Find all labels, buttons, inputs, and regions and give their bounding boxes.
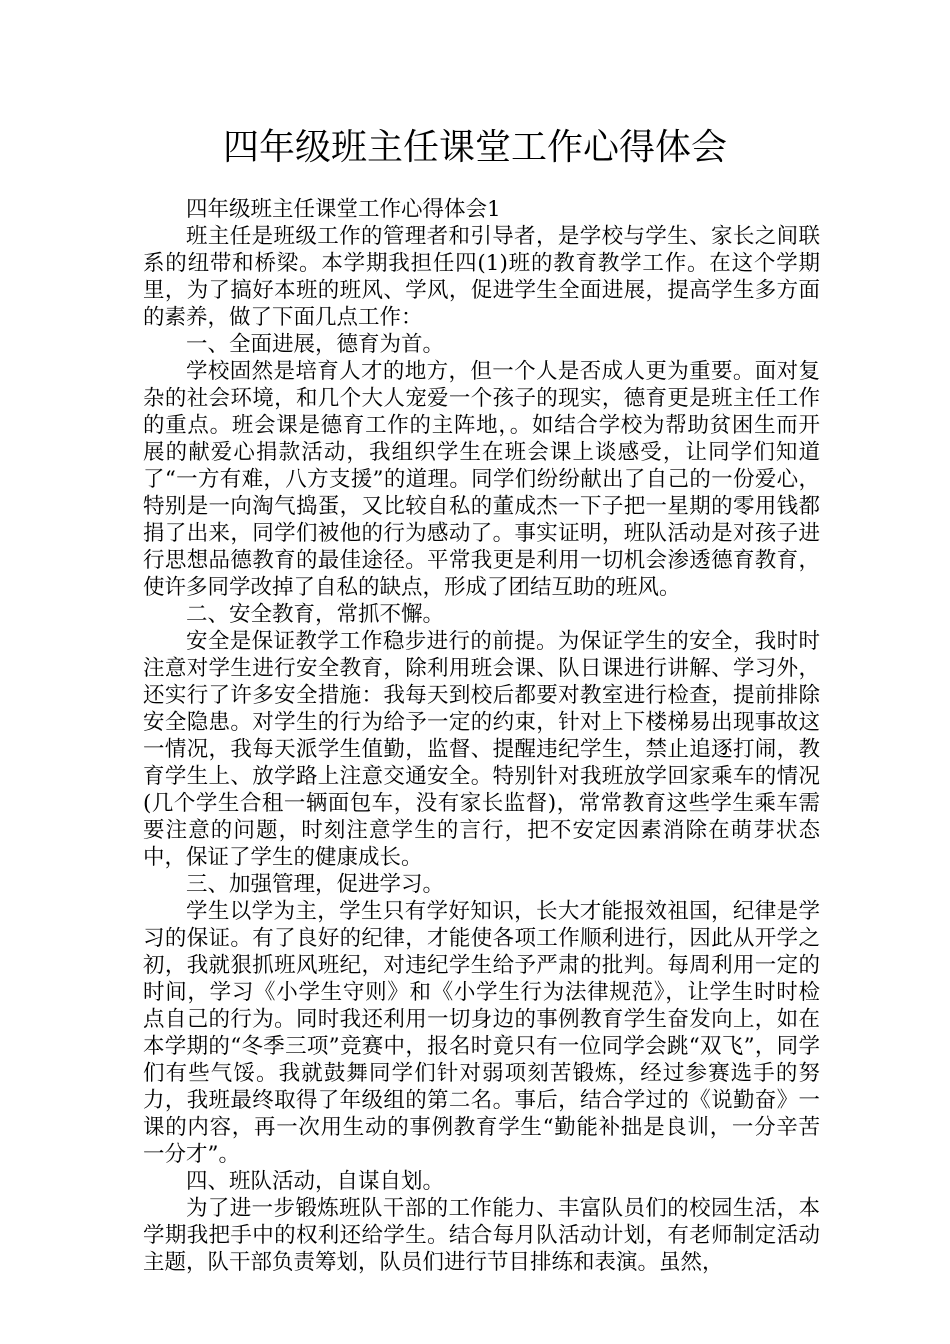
section-heading-1: 一、全面进展，德育为首。 bbox=[186, 332, 445, 357]
intro-paragraph: 班主任是班级工作的管理者和引导者，是学校与学生、家长之间联系的纽带和桥梁。本学期我担任四(1)班的教育教学工作。在这个学期里，为了搞好本班的班风、学风，促进学生全面进展，提高学生多方面的素养，做了下面几点工作： bbox=[143, 224, 820, 330]
section-paragraph-2: 安全是保证教学工作稳步进行的前提。为保证学生的安全，我时时注意对学生进行安全教育，除利用班会课、队日课进行讲解、学习外，还实行了许多安全措施：我每天到校后都要对教室进行检查，提前排除安全隐患。对学生的行为给予一定的约束，针对上下楼梯易出现事故这一情况，我每天派学生值勤，监督、提醒违纪学生，禁止追逐打闹，教育学生上、放学路上注意交通安全。特别针对我班放学回家乘车的情况(几个学生合租一辆面包车，没有家长监督)，常常教育这些学生乘车需要注意的问题，时刻注意学生的言行，把不安定因素消除在萌芽状态中，保证了学生的健康成长。 bbox=[143, 629, 820, 870]
section-paragraph-3: 学生以学为主，学生只有学好知识，长大才能报效祖国，纪律是学习的保证。有了良好的纪律，才能使各项工作顺利进行，因此从开学之初，我就狠抓班风班纪，对违纪学生给予严肃的批判。每周利用一定的时间，学习《小学生守则》和《小学生行为法律规范》，让学生时时检点自己的行为。同时我还利用一切身边的事例教育学生奋发向上，如在本学期的“冬季三项”竞赛中，报名时竟只有一位同学会跳“双飞”，同学们有些气馁。我就鼓舞同学们针对弱项刻苦锻炼，经过参赛选手的努力，我班最终取得了年级组的第二名。事后，结合学过的《说勤奋》一课的内容，再一次用生动的事例教育学生“勤能补拙是良训，一分辛苦一分才”。 bbox=[143, 899, 820, 1167]
section-paragraph-4: 为了进一步锻炼班队干部的工作能力、丰富队员们的校园生活，本学期我把手中的权利还给学生。结合每月队活动计划，有老师制定活动主题，队干部负责筹划，队员们进行节目排练和表演。虽然， bbox=[143, 1196, 820, 1275]
section-heading-4: 四、班队活动，自谋自划。 bbox=[186, 1169, 445, 1194]
section-heading-3: 三、加强管理，促进学习。 bbox=[186, 872, 445, 897]
section-paragraph-1: 学校固然是培育人才的地方，但一个人是否成人更为重要。面对复杂的社会环境，和几个大人宠爱一个孩子的现实，德育更是班主任工作的重点。班会课是德育工作的主阵地，。如结合学校为帮助贫困生而开展的献爱心捐款活动，我组织学生在班会课上谈感受，让同学们知道了“一方有难，八方支援”的道理。同学们纷纷献出了自己的一份爱心，特别是一向淘气捣蛋，又比较自私的董成杰一下子把一星期的零用钱都捐了出来，同学们被他的行为感动了。事实证明，班队活动是对孩子进行思想品德教育的最佳途径。平常我更是利用一切机会渗透德育教育，使许多同学改掉了自私的缺点，形成了团结互助的班风。 bbox=[143, 359, 820, 600]
section-heading-2: 二、安全教育，常抓不懈。 bbox=[186, 602, 445, 627]
document-body bbox=[143, 196, 820, 1276]
document-title: 四年级班主任课堂工作心得体会 bbox=[222, 127, 727, 168]
subtitle-paragraph: 四年级班主任课堂工作心得体会1 bbox=[186, 197, 501, 222]
